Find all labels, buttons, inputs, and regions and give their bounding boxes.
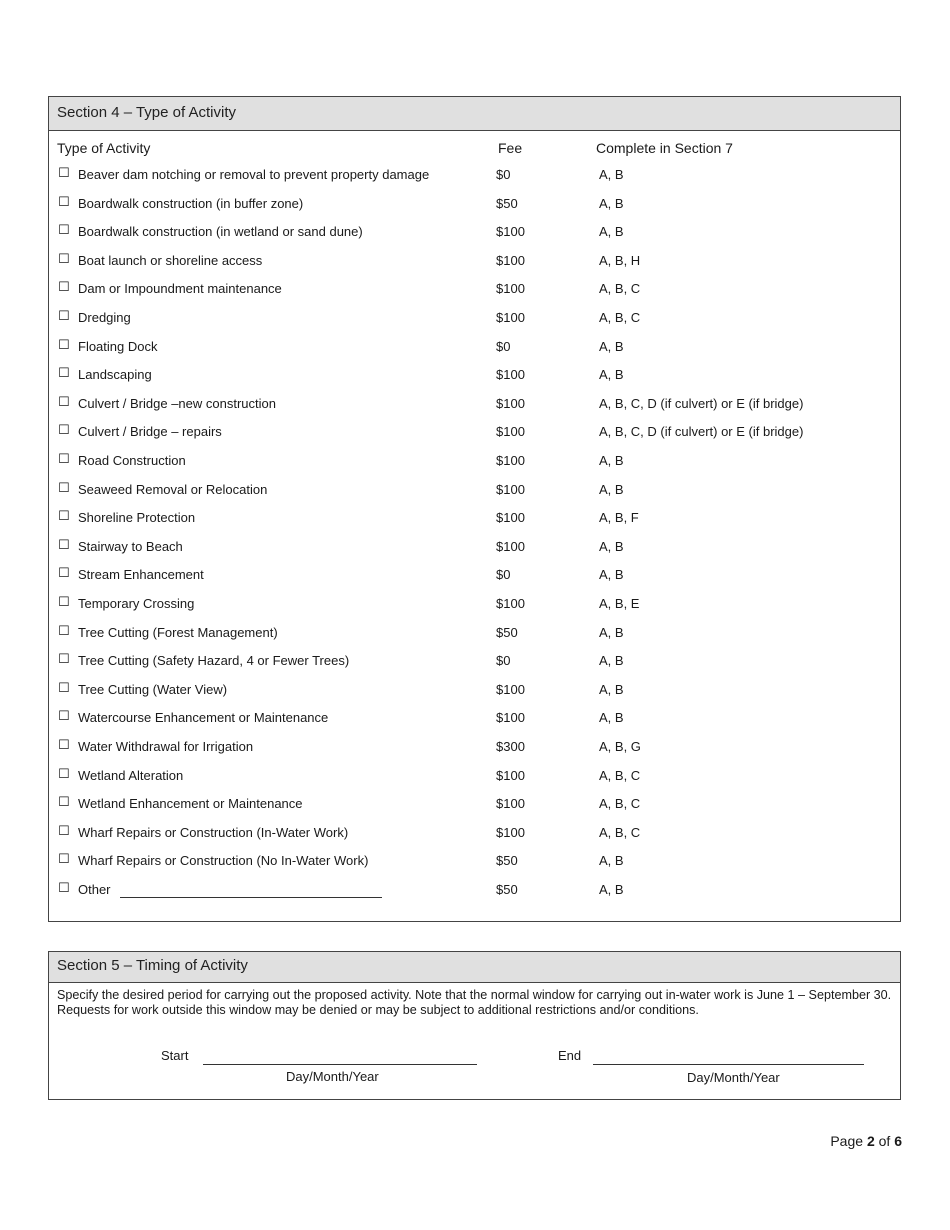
activity-checkbox[interactable]: ☐ (58, 623, 70, 639)
activity-name: Temporary Crossing (78, 596, 195, 611)
activity-name: Other (78, 882, 111, 897)
activity-name: Floating Dock (78, 338, 158, 354)
activity-checkbox[interactable]: ☐ (58, 881, 70, 896)
activity-name: Tree Cutting (Water View) (78, 681, 228, 697)
activity-row (49, 852, 900, 874)
activity-complete-sections: A, B (599, 481, 624, 497)
activity-name: Dam or Impoundment maintenance (78, 281, 282, 297)
activity-checkbox[interactable]: ☐ (58, 166, 70, 181)
activity-fee: $100 (496, 395, 525, 411)
activity-fee: $100 (496, 224, 525, 240)
activity-name: Road Construction (78, 453, 186, 468)
activity-name: Watercourse Enhancement or Maintenance (78, 710, 329, 726)
activity-checkbox[interactable]: ☐ (58, 709, 70, 725)
activity-complete-sections: A, B (599, 567, 624, 583)
activity-fee: $100 (496, 367, 525, 383)
activity-checkbox[interactable]: ☐ (58, 480, 70, 496)
activity-fee: $300 (496, 739, 525, 754)
activity-name: Water Withdrawal for Irrigation (78, 739, 254, 754)
other-activity-field[interactable] (120, 897, 382, 898)
start-date-format: Day/Month/Year (286, 1069, 379, 1084)
activity-checkbox[interactable]: ☐ (58, 738, 70, 753)
activity-name: Tree Cutting (Forest Management) (78, 624, 278, 640)
timing-instructions: Specify the desired period for carrying out the proposed activity. Note that the normal window for carrying out in-water work is June 1 – September 30. Requests for work outside this window may be denied or may be subject to additional restrictions and/or conditions. (57, 988, 892, 1017)
activity-checkbox[interactable]: ☐ (58, 366, 70, 382)
activity-fee: $100 (496, 310, 525, 325)
activity-name: Dredging (78, 310, 131, 325)
activity-complete-sections: A, B, C, D (if culvert) or E (if bridge) (599, 395, 804, 411)
activity-complete-sections: A, B, C (599, 767, 641, 783)
activity-name: Wharf Repairs or Construction (No In-Water Work) (78, 853, 369, 869)
activity-checkbox[interactable]: ☐ (58, 795, 70, 811)
column-header-complete: Complete in Section 7 (596, 140, 733, 156)
activity-row (49, 166, 900, 188)
activity-fee: $100 (496, 710, 525, 726)
activity-complete-sections: A, B, C (599, 281, 641, 297)
activity-checkbox[interactable]: ☐ (58, 223, 70, 239)
activity-row (49, 538, 900, 560)
activity-row (49, 280, 900, 302)
activity-complete-sections: A, B, E (599, 596, 640, 611)
activity-fee: $100 (496, 481, 525, 497)
end-date-format: Day/Month/Year (687, 1070, 780, 1085)
activity-name: Tree Cutting (Safety Hazard, 4 or Fewer Trees) (78, 653, 350, 669)
activity-checkbox[interactable]: ☐ (58, 537, 70, 553)
activity-checkbox[interactable]: ☐ (58, 766, 70, 782)
activity-complete-sections: A, B (599, 224, 624, 240)
activity-fee: $0 (496, 567, 511, 583)
activity-name: Stairway to Beach (78, 538, 183, 554)
activity-row (49, 566, 900, 588)
activity-complete-sections: A, B (599, 453, 624, 468)
activity-row (49, 195, 900, 217)
activity-checkbox[interactable]: ☐ (58, 823, 70, 839)
activity-complete-sections: A, B, C (599, 796, 641, 812)
column-header-fee: Fee (498, 140, 523, 156)
activity-complete-sections: A, B, C (599, 310, 641, 325)
activity-row (49, 395, 900, 417)
activity-row (49, 795, 900, 817)
activity-row (49, 881, 900, 903)
activity-row (49, 252, 900, 274)
activity-fee: $100 (496, 281, 525, 297)
activity-name: Seaweed Removal or Relocation (78, 481, 268, 497)
end-date-field[interactable] (593, 1064, 864, 1065)
activity-row (49, 366, 900, 388)
start-label: Start (161, 1048, 189, 1063)
activity-complete-sections: A, B (599, 538, 624, 554)
activity-name: Landscaping (78, 367, 152, 383)
activity-row (49, 652, 900, 674)
activity-checkbox[interactable]: ☐ (58, 852, 70, 868)
activity-fee: $100 (496, 538, 525, 554)
activity-complete-sections: A, B (599, 195, 624, 211)
activity-row (49, 738, 900, 760)
activity-name: Beaver dam notching or removal to prevent property damage (78, 167, 430, 182)
activity-checkbox[interactable]: ☐ (58, 280, 70, 296)
activity-complete-sections: A, B, C (599, 824, 641, 840)
activity-fee: $50 (496, 853, 518, 869)
activity-row (49, 681, 900, 703)
activity-complete-sections: A, B, H (599, 252, 641, 268)
activity-checkbox[interactable]: ☐ (58, 194, 70, 210)
activity-name: Shoreline Protection (78, 510, 196, 526)
activity-name: Wetland Alteration (78, 767, 184, 783)
activity-fee: $0 (496, 167, 511, 182)
activity-complete-sections: A, B (599, 853, 624, 869)
column-header-type: Type of Activity (57, 140, 151, 156)
page-current: 2 (866, 1133, 875, 1149)
activity-row (49, 423, 900, 445)
activity-checkbox[interactable]: ☐ (58, 309, 70, 324)
activity-complete-sections: A, B (599, 338, 624, 354)
activity-complete-sections: A, B (599, 681, 624, 697)
activity-row (49, 767, 900, 789)
activity-complete-sections: A, B, G (599, 739, 641, 754)
activity-row (49, 338, 900, 360)
activity-row (49, 824, 900, 846)
activity-name: Culvert / Bridge –new construction (78, 395, 276, 411)
activity-complete-sections: A, B (599, 710, 624, 726)
section-5-timing-of-activity (48, 951, 901, 1100)
activity-fee: $50 (496, 195, 518, 211)
activity-fee: $0 (496, 653, 511, 669)
activity-name: Wharf Repairs or Construction (In-Water Work) (78, 824, 349, 840)
activity-name: Boardwalk construction (in buffer zone) (78, 195, 304, 211)
activity-checkbox[interactable]: ☐ (58, 394, 70, 410)
activity-row (49, 624, 900, 646)
activity-checkbox[interactable]: ☐ (58, 452, 70, 467)
activity-complete-sections: A, B, F (599, 510, 639, 526)
activity-complete-sections: A, B (599, 882, 624, 897)
activity-complete-sections: A, B (599, 624, 624, 640)
activity-fee: $100 (496, 681, 525, 697)
activity-name: Culvert / Bridge – repairs (78, 424, 222, 440)
end-label: End (558, 1048, 582, 1063)
page-number: Page 2 of 6 (830, 1133, 902, 1149)
activity-name: Wetland Enhancement or Maintenance (78, 796, 303, 812)
activity-name: Boardwalk construction (in wetland or sand dune) (78, 224, 363, 240)
section-5-title: Section 5 – Timing of Activity (49, 952, 900, 983)
activity-row (49, 452, 900, 474)
activity-row (49, 595, 900, 617)
activity-fee: $100 (496, 824, 525, 840)
activity-complete-sections: A, B (599, 167, 624, 182)
activity-fee: $100 (496, 796, 525, 812)
activity-row (49, 481, 900, 503)
section-4-title: Section 4 – Type of Activity (49, 97, 900, 131)
activity-checkbox[interactable]: ☐ (58, 423, 70, 439)
activity-row (49, 509, 900, 531)
activity-fee: $0 (496, 338, 511, 354)
activity-checkbox[interactable]: ☐ (58, 337, 70, 353)
activity-fee: $50 (496, 624, 518, 640)
activity-checkbox[interactable]: ☐ (58, 509, 70, 525)
start-date-field[interactable] (203, 1064, 477, 1065)
activity-complete-sections: A, B (599, 653, 624, 669)
activity-fee: $50 (496, 882, 518, 897)
page-total: 6 (894, 1133, 902, 1149)
activity-fee: $100 (496, 510, 525, 526)
activity-fee: $100 (496, 424, 525, 440)
activity-checkbox[interactable]: ☐ (58, 566, 70, 582)
activity-name: Stream Enhancement (78, 567, 204, 583)
activity-fee: $100 (496, 252, 525, 268)
activity-fee: $100 (496, 767, 525, 783)
activity-row (49, 309, 900, 331)
section-4-type-of-activity (48, 96, 901, 922)
activity-row (49, 709, 900, 731)
activity-name: Boat launch or shoreline access (78, 252, 263, 268)
activity-complete-sections: A, B (599, 367, 624, 383)
activity-checkbox[interactable]: ☐ (58, 680, 70, 696)
activity-complete-sections: A, B, C, D (if culvert) or E (if bridge) (599, 424, 804, 440)
activity-checkbox[interactable]: ☐ (58, 595, 70, 610)
activity-fee: $100 (496, 453, 525, 468)
activity-checkbox[interactable]: ☐ (58, 652, 70, 668)
activity-checkbox[interactable]: ☐ (58, 251, 70, 267)
activity-row (49, 223, 900, 245)
activity-fee: $100 (496, 596, 525, 611)
